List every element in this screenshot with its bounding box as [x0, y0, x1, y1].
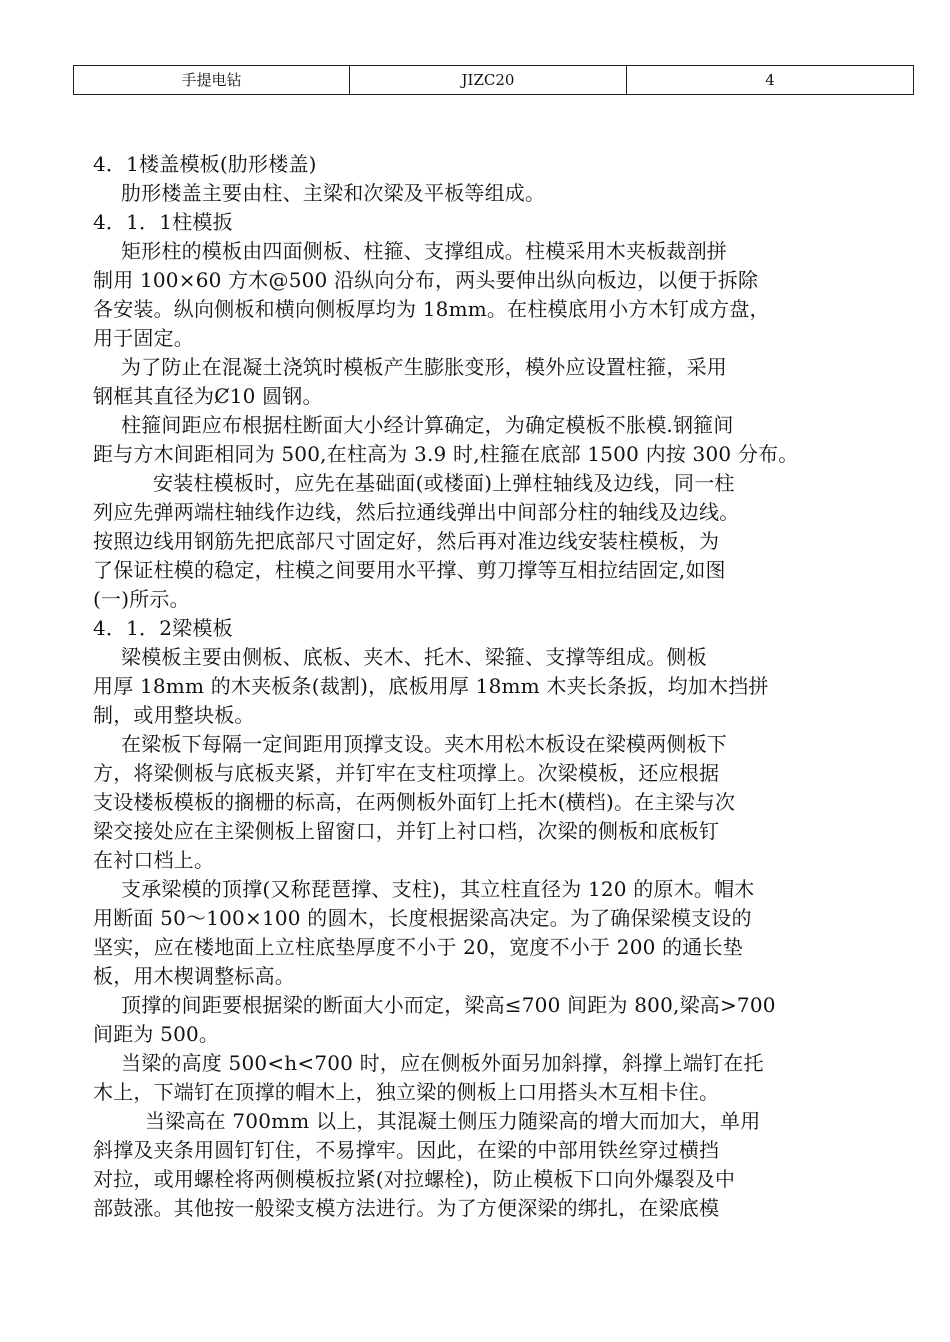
text-line: 4．1．2梁模板: [93, 616, 233, 640]
text-line: 坚实，应在楼地面上立柱底垫厚度不小于 20，宽度不小于 200 的通长垫: [93, 935, 743, 959]
text-line: 4．1．1柱模扳: [93, 210, 233, 234]
text-line: 梁交接处应在主梁侧板上留窗口，并钉上衬口档，次梁的侧板和底板钉: [93, 819, 720, 843]
text-line: 木上，下端钉在顶撑的帽木上，独立梁的侧板上口用搭头木互相卡住。: [93, 1080, 720, 1104]
text-line: 用断面 50～100×100 的圆木，长度根据梁高决定。为了确保梁模支设的: [93, 906, 752, 930]
text-line: 部鼓涨。其他按一般梁支模方法进行。为了方便深梁的绑扎，在梁底模: [93, 1196, 720, 1220]
text-line: 在衬口档上。: [93, 848, 215, 872]
text-line: 肋形楼盖主要由柱、主梁和次梁及平板等组成。: [121, 181, 546, 205]
text-line: 4．1楼盖模板(肋形楼盖): [93, 152, 317, 176]
text-line: 各安装。纵向侧板和横向侧板厚均为 18mm。在柱模底用小方木钉成方盘，: [93, 297, 770, 321]
table-cell-tool-name: 手提电钻: [74, 66, 350, 95]
text-line: 制用 100×60 方木@500 沿纵向分布，两头要伸出纵向板边，以便于拆除: [93, 268, 759, 292]
text-line: 方，将梁侧板与底板夹紧，并钉牢在支柱项撑上。次梁模板，还应根据: [93, 761, 720, 785]
equipment-table: [73, 65, 914, 95]
table-cell-model: JIZC20: [350, 66, 627, 95]
table-row: [74, 66, 914, 95]
text-line: 安装柱模板时，应先在基础面(或楼面)上弹柱轴线及边线，同一柱: [153, 471, 735, 495]
text-line: 斜撑及夹条用圆钉钉住，不易撑牢。因此，在梁的中部用铁丝穿过横挡: [93, 1138, 720, 1162]
text-line: 间距为 500。: [93, 1022, 220, 1046]
text-line: 对拉，或用螺栓将两侧模板拉紧(对拉螺栓)，防止模板下口向外爆裂及中: [93, 1167, 736, 1191]
document-body: [93, 150, 908, 1223]
text-line: 用于固定。: [93, 326, 194, 350]
text-line: 为了防止在混凝土浇筑时模板产生膨胀变形，模外应设置柱箍，采用: [121, 355, 727, 379]
text-line: 矩形柱的模板由四面侧板、柱箍、支撑组成。柱模采用木夹板裁剖拼: [121, 239, 727, 263]
text-line: 当梁的高度 500<h<700 时，应在侧板外面另加斜撑，斜撑上端钉在托: [121, 1051, 764, 1075]
text-line: 支承梁模的顶撑(又称琵琶撑、支柱)，其立柱直径为 120 的原木。帽木: [121, 877, 755, 901]
text-line: 柱箍间距应布根据柱断面大小经计算确定，为确定模板不胀模.钢箍间: [121, 413, 734, 437]
text-line: 用厚 18mm 的木夹板条(裁割)，底板用厚 18mm 木夹长条扳，均加木挡拼: [93, 674, 769, 698]
text-line: 支设楼板模板的搁栅的标高，在两侧板外面钉上托木(横档)。在主梁与次: [93, 790, 736, 814]
text-line: 梁模板主要由侧板、底板、夹木、托木、梁箍、支撑等组成。侧板: [121, 645, 707, 669]
text-line: 钢框其直径为Ȼ10 圆钢。: [93, 384, 323, 408]
table-cell-quantity: 4: [627, 66, 914, 95]
text-line: 当梁高在 700mm 以上，其混凝土侧压力随梁高的增大而加大，单用: [145, 1109, 761, 1133]
text-line: 制，或用整块板。: [93, 703, 255, 727]
equipment-table-body: [74, 66, 914, 95]
text-line: 按照边线用钢筋先把底部尺寸固定好，然后再对准边线安装柱模板，为: [93, 529, 720, 553]
text-line: 在梁板下每隔一定间距用顶撑支设。夹木用松木板设在梁模两侧板下: [121, 732, 727, 756]
text-line: 列应先弹两端柱轴线作边线，然后拉通线弹出中间部分柱的轴线及边线。: [93, 500, 740, 524]
text-line: 顶撑的间距要根据梁的断面大小而定，梁高≤700 间距为 800,梁高>700: [121, 993, 776, 1017]
text-line: 板，用木楔调整标高。: [93, 964, 295, 988]
text-line: (一)所示。: [93, 587, 190, 611]
text-line: 距与方木间距相同为 500,在柱高为 3.9 时,柱箍在底部 1500 内按 300 分布。: [93, 442, 799, 466]
text-line: 了保证柱模的稳定，柱模之间要用水平撑、剪刀撑等互相拉结固定,如图: [93, 558, 726, 582]
